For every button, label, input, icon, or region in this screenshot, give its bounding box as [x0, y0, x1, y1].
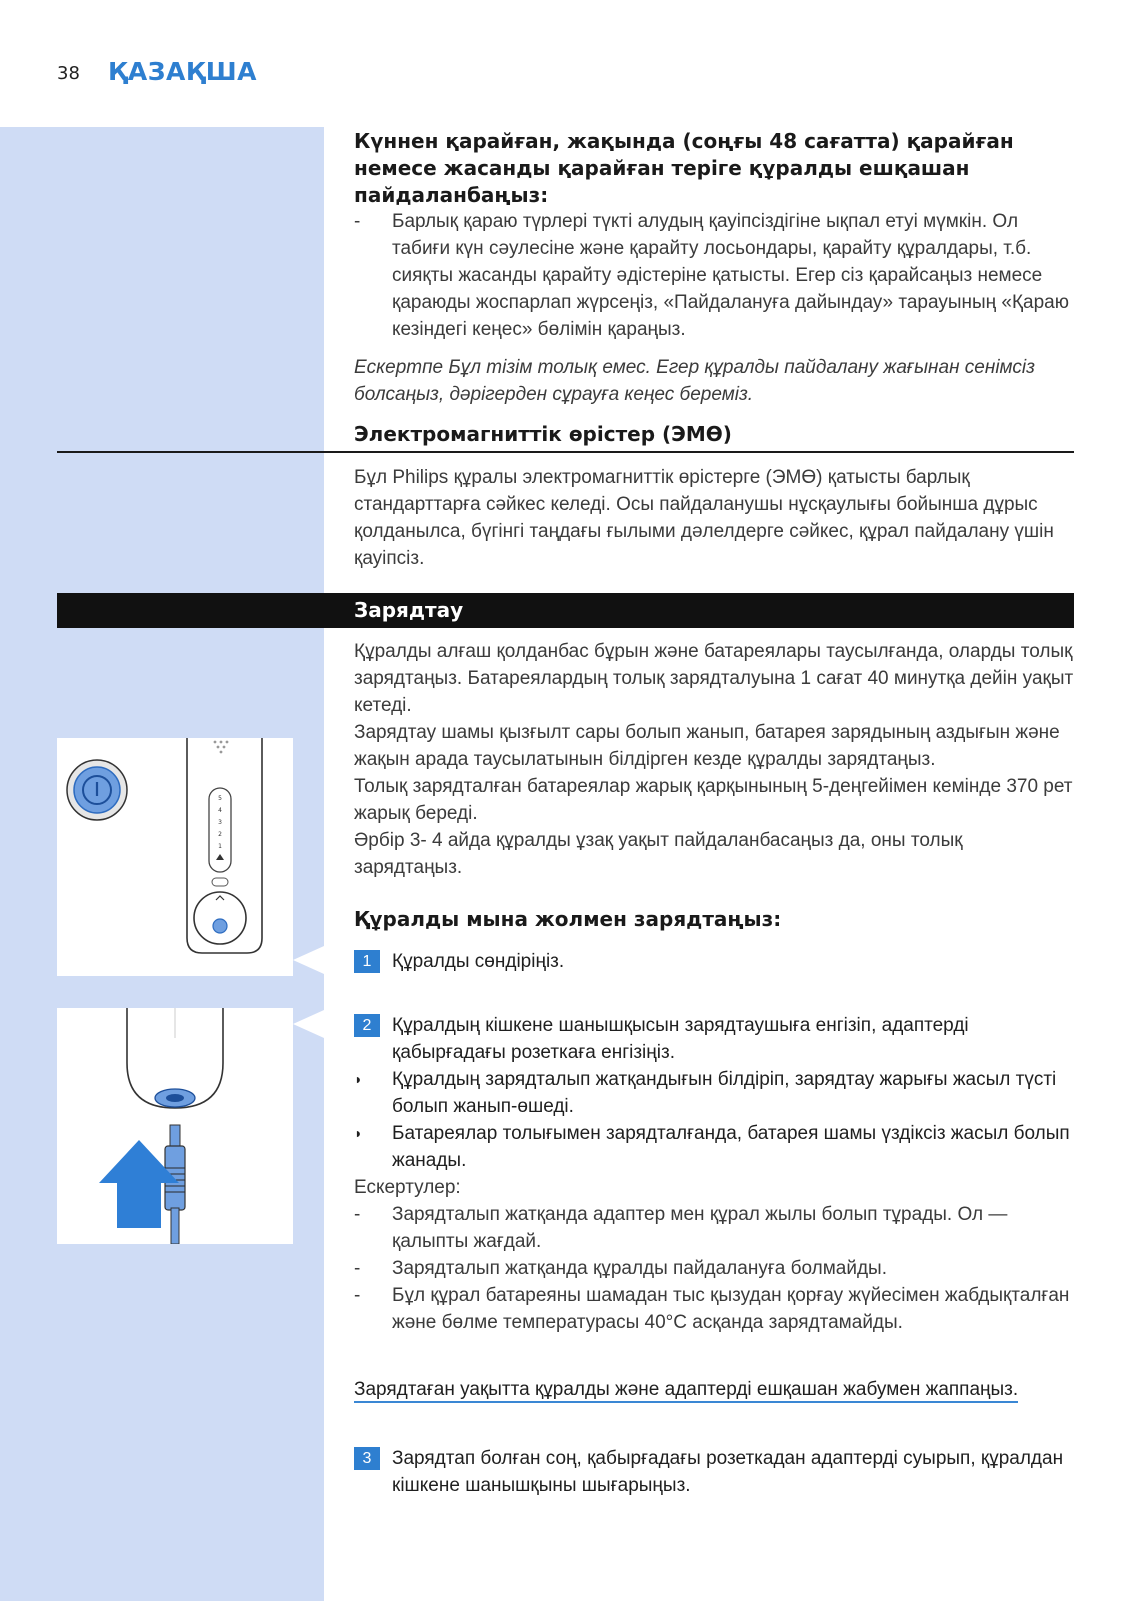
- page-language-title: ҚАЗАҚША: [108, 57, 257, 86]
- charge-light-icon: [212, 878, 228, 886]
- charging-section-title: Зарядтау: [354, 598, 464, 622]
- step-text: Құралдың кішкене шанышқысын зарядтаушыға енгізіп, адаптерді қабырғадағы розеткаға енгізіңіз.: [392, 1015, 969, 1063]
- dash-marker: -: [354, 1285, 361, 1306]
- charging-paragraph: Әрбір 3- 4 айда құралды ұзақ уақыт пайдаланбасаңыз да, оны толық зарядтаңыз.: [354, 830, 963, 878]
- notes-label: Ескертулер:: [354, 1177, 461, 1198]
- list-item: [354, 1282, 1074, 1336]
- dash-marker: -: [354, 1258, 361, 1279]
- step-text: Құралды сөндіріңіз.: [392, 951, 565, 972]
- charging-paragraph: Толық зарядталған батареялар жарық қарқынының 5-деңгейімен кемінде 370 рет жарық береді.: [354, 776, 1073, 824]
- step-number-badge: 1: [354, 950, 380, 973]
- dash-marker: -: [354, 1204, 361, 1225]
- notes-list: [354, 1201, 1074, 1336]
- step-3: [354, 1445, 1074, 1499]
- step-2: [354, 1012, 1074, 1066]
- bullet-triangle-icon: ◗: [354, 1125, 363, 1141]
- charging-paragraph: Құралды алғаш қолданбас бұрын және батареялары таусылғанда, оларды толық зарядтаңыз. Батареялардың толық зарядталуына 1 сағат 40 минутқа дейін уақыт кетеді.: [354, 641, 1074, 716]
- step-number-badge: 2: [354, 1014, 380, 1037]
- figure-pointer: [293, 946, 324, 974]
- list-item-text: Құралдың зарядталып жатқандығын білдіріп, зарядтау жарығы жасыл түсті болып жанып-өшеді.: [392, 1069, 1057, 1117]
- level-label: 2: [218, 831, 222, 838]
- section-divider: [57, 451, 1074, 453]
- list-item: [354, 1066, 1074, 1120]
- level-label: 5: [218, 795, 222, 802]
- power-button-icon: [213, 919, 227, 933]
- list-item-text: Зарядталып жатқанда құралды пайдалануға болмайды.: [392, 1258, 887, 1279]
- tanning-warning-title: Күннен қарайған, жақында (соңғы 48 сағатта) қарайған немесе жасанды қарайған теріге құралды ешқашан пайдаланбаңыз:: [354, 129, 1014, 207]
- list-item-text: Бұл құрал батареяны шамадан тыс қызудан қорғау жүйесімен жабдықталған және бөлме температурасы 40°C асқанда зарядтамайды.: [392, 1285, 1070, 1333]
- step-number-badge: 3: [354, 1447, 380, 1470]
- device-power-drawing: [57, 738, 293, 976]
- cover-warning: [354, 1376, 1074, 1403]
- list-item: [354, 1201, 1074, 1255]
- list-item-text: Зарядталып жатқанда адаптер мен құрал жылы болып тұрады. Ол — қалыпты жағдай.: [392, 1204, 1008, 1252]
- level-label: 3: [218, 819, 222, 826]
- page-number: 38: [57, 63, 80, 84]
- list-item: [354, 1255, 1074, 1282]
- plug-tip: [170, 1125, 180, 1147]
- figure-pointer: [293, 1010, 324, 1038]
- list-item: [354, 208, 1074, 343]
- button-ring: [194, 892, 246, 944]
- tanning-warning-list: [354, 208, 1074, 343]
- list-item-text: Барлық қараю түрлері түкті алудың қауіпсіздігіне ықпал етуі мүмкін. Ол табиғи күн сәулесіне және қарайту лосьондары, қарайту құралдары, т.б. сияқты жасанды қарайту әдістеріне қатысты. Егер сіз қарайсаңыз немесе қараюды жоспарлап жүрсеңіз, «Пайдалануға дайындау» тарауының «Қараю кезіндегі кеңес» бөлімін қараңыз.: [392, 211, 1069, 340]
- charging-section-bar: [57, 593, 1074, 628]
- bullet-triangle-icon: ◗: [354, 1071, 363, 1087]
- charging-result-list: [354, 1066, 1074, 1174]
- howto-heading: Құралды мына жолмен зарядтаңыз:: [354, 907, 782, 931]
- charging-paragraph: Зарядтау шамы қызғылт сары болып жанып, батарея зарядының аздығын және жақын арада таусылатынын білдірген кезде құралды зарядтаңыз.: [354, 722, 1060, 770]
- emf-heading: Электромагниттік өрістер (ЭМӨ): [354, 422, 732, 446]
- step-1: [354, 948, 1074, 975]
- list-item-text: Батареялар толығымен зарядталғанда, батарея шамы үздіксіз жасыл болып жанады.: [392, 1123, 1070, 1171]
- cover-warning-text: Зарядтаған уақытта құралды және адаптерді ешқашан жабумен жаппаңыз.: [354, 1379, 1018, 1403]
- level-label: 1: [218, 843, 222, 850]
- charging-plug-illustration: [57, 1008, 293, 1244]
- step-text: Зарядтап болған соң, қабырғадағы розеткадан адаптерді суырып, құралдан кішкене шанышқыны шығарыңыз.: [392, 1448, 1064, 1496]
- list-item: [354, 1120, 1074, 1174]
- device-power-illustration: [57, 738, 293, 976]
- charger-cable: [171, 1208, 179, 1244]
- level-label: 4: [218, 807, 222, 814]
- tanning-note: Ескертпе Бұл тізім толық емес. Егер құралды пайдалану жағынан сенімсіз болсаңыз, дәрігерден сұрауға кеңес береміз.: [354, 357, 1035, 405]
- emf-paragraph: Бұл Philips құралы электромагниттік өрістерге (ЭМӨ) қатысты барлық стандарттарға сәйкес келеді. Осы пайдаланушы нұсқаулығы бойынша дұрыс қолданылса, бүгінгі таңдағы ғылыми дәлелдерге сәйкес, құрал пайдалану үшін қауіпсіз.: [354, 467, 1054, 569]
- charging-plug-drawing: [57, 1008, 293, 1244]
- charging-intro: [354, 638, 1074, 881]
- dash-marker: -: [354, 211, 361, 232]
